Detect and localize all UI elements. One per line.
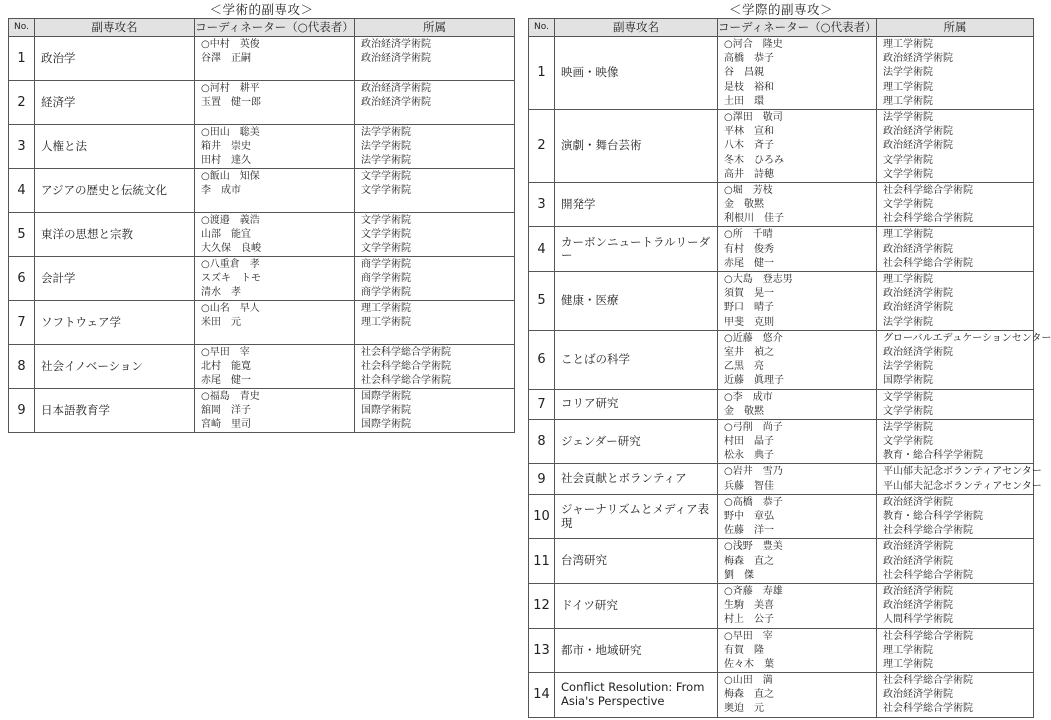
- affiliation-name: 社会科学総合学術院: [883, 213, 973, 225]
- row-number: 3: [529, 182, 555, 227]
- coordinator-name: [201, 330, 354, 344]
- coordinator-name: 土田 環: [724, 95, 764, 107]
- coordinator-name: ○河合 隆史: [724, 39, 783, 50]
- coordinator-name: 高橋 恭子: [724, 53, 774, 65]
- coordinator-list: [195, 169, 355, 213]
- affiliation-list: [877, 330, 1051, 389]
- minor-name: 日本語教育学: [35, 389, 195, 433]
- affiliation-name: 政治経済学術院: [883, 288, 953, 300]
- academic-minor-title: ＜学術的副専攻＞: [209, 2, 314, 17]
- coordinator-name: 近藤 眞理子: [724, 375, 784, 387]
- row-number: 2: [9, 81, 35, 125]
- coordinator-name: ○山名 早人: [201, 303, 260, 314]
- row-number: 7: [529, 389, 555, 419]
- minor-name: アジアの歴史と伝統文化: [35, 169, 195, 213]
- coordinator-name: 冬木 ひろみ: [724, 154, 784, 166]
- affiliation-name: 政治経済学術院: [883, 585, 953, 597]
- minor-name: 台湾研究: [555, 539, 718, 584]
- row-number: 9: [529, 464, 555, 494]
- table-row: [529, 272, 1034, 331]
- coordinator-name: ○浅野 豊美: [724, 541, 783, 553]
- coordinator-name: 米田 元: [201, 317, 241, 328]
- row-number: 6: [9, 257, 35, 301]
- affiliation-name: 国際学術院: [361, 391, 411, 402]
- coordinator-name: 北村 能寛: [201, 361, 251, 372]
- coordinator-list: [195, 389, 355, 433]
- coordinator-name: 山部 能宜: [201, 229, 251, 240]
- header-minor-name: 副専攻名: [35, 19, 195, 37]
- row-number: 3: [9, 125, 35, 169]
- affiliation-list: [355, 81, 515, 125]
- affiliation-name: 人間科学学術院: [883, 614, 953, 626]
- affiliation-name: 法学学術院: [361, 141, 411, 152]
- minor-name: 政治学: [35, 37, 195, 81]
- minor-name: カーボンニュートラルリーダー: [555, 227, 718, 272]
- table-row: [529, 494, 1034, 539]
- minor-name: 演劇・舞台芸術: [555, 109, 718, 182]
- coordinator-list: [718, 330, 877, 389]
- table-row: [9, 389, 515, 433]
- affiliation-list: [355, 169, 515, 213]
- affiliation-list: [877, 583, 1034, 628]
- affiliation-name: 社会科学総合学術院: [361, 347, 451, 358]
- affiliation-name: 社会科学総合学術院: [883, 525, 973, 537]
- affiliation-name: 文学学術院: [883, 405, 933, 417]
- row-number: 12: [529, 583, 555, 628]
- table-row: [529, 389, 1034, 419]
- academic-minor-table: [8, 18, 515, 433]
- header-no: No.: [529, 19, 555, 37]
- affiliation-list: [877, 227, 1034, 272]
- affiliation-name: 理工学術院: [883, 229, 933, 241]
- affiliation-name: 商学学術院: [361, 287, 411, 298]
- coordinator-name: ○高橋 恭子: [724, 496, 783, 508]
- minor-name: 社会貢献とボランティア: [555, 464, 718, 494]
- affiliation-list: [877, 272, 1034, 331]
- coordinator-name: 兵藤 智佳: [724, 480, 774, 492]
- affiliation-name: 社会科学総合学術院: [883, 184, 973, 196]
- row-number: 14: [529, 673, 555, 718]
- row-number: 4: [9, 169, 35, 213]
- minor-name: 経済学: [35, 81, 195, 125]
- coordinator-name: ○福島 青史: [201, 391, 260, 402]
- coordinator-name: ○弓削 尚子: [724, 421, 783, 433]
- affiliation-name: 政治経済学術院: [883, 126, 953, 138]
- affiliation-name: 文学学術院: [361, 215, 411, 226]
- affiliation-name: 政治経済学術院: [883, 555, 953, 567]
- coordinator-name: 李 成市: [201, 185, 241, 196]
- affiliation-name: 文学学術院: [883, 168, 933, 180]
- affiliation-name: 商学学術院: [361, 273, 411, 284]
- affiliation-name: 文学学術院: [883, 199, 933, 211]
- interdisciplinary-minor-table: [528, 18, 1051, 718]
- minor-name: 開発学: [555, 182, 718, 227]
- minor-name: ドイツ研究: [555, 583, 718, 628]
- coordinator-name: [201, 110, 354, 124]
- coordinator-list: [195, 125, 355, 169]
- minor-name: ジャーナリズムとメディア表現: [555, 494, 718, 539]
- header-affiliation: 所属: [355, 19, 515, 37]
- row-number: 2: [529, 109, 555, 182]
- affiliation-name: 社会科学総合学術院: [361, 375, 451, 386]
- affiliation-list: [355, 257, 515, 301]
- table-row: [529, 227, 1034, 272]
- affiliation-list: [355, 213, 515, 257]
- row-number: 6: [529, 330, 555, 389]
- row-number: 10: [529, 494, 555, 539]
- affiliation-name: 文学学術院: [361, 185, 411, 196]
- minor-name: ソフトウェア学: [35, 301, 195, 345]
- affiliation-list: [877, 628, 1034, 673]
- affiliation-name: 理工学術院: [361, 303, 411, 314]
- coordinator-name: ○澤田 敬司: [724, 111, 783, 123]
- affiliation-name: 国際学術院: [883, 375, 933, 387]
- coordinator-name: ○所 千晴: [724, 229, 773, 241]
- affiliation-name: 法学学術院: [883, 111, 933, 123]
- row-number: 5: [529, 272, 555, 331]
- affiliation-name: 社会科学総合学術院: [883, 675, 973, 687]
- coordinator-name: 野口 晴子: [724, 302, 774, 314]
- minor-name: ジェンダー研究: [555, 419, 718, 464]
- affiliation-name: 国際学術院: [361, 419, 411, 430]
- affiliation-name: 法学学術院: [361, 155, 411, 166]
- affiliation-name: 理工学術院: [883, 644, 933, 656]
- affiliation-name: 理工学術院: [883, 274, 933, 285]
- affiliation-name: 社会科学総合学術院: [883, 630, 973, 642]
- affiliation-name: 平山郁夫記念ボランティアセンター: [883, 480, 1042, 492]
- table-row: [529, 673, 1034, 718]
- coordinator-name: 村田 晶子: [724, 436, 774, 448]
- coordinator-name: 須賀 晃一: [724, 288, 774, 300]
- coordinator-name: 高井 詩穂: [724, 168, 774, 180]
- header-coordinator: コーディネーター（○代表者）: [195, 19, 355, 37]
- affiliation-name: 政治経済学術院: [361, 53, 431, 64]
- coordinator-name: ○堀 芳枝: [724, 184, 773, 196]
- coordinator-name: 乙黒 亮: [724, 361, 764, 373]
- coordinator-list: [718, 583, 877, 628]
- interdisciplinary-minor-panel: [528, 2, 1051, 718]
- table-row: [529, 539, 1034, 584]
- affiliation-name: 社会科学総合学術院: [883, 569, 973, 581]
- coordinator-name: 金 敬黙: [724, 405, 764, 417]
- table-row: [9, 37, 515, 81]
- affiliation-name: 教育・総合科学学術院: [883, 511, 983, 522]
- coordinator-name: ○大島 登志男: [724, 274, 793, 285]
- coordinator-list: [718, 227, 877, 272]
- affiliation-name: 法学学術院: [883, 421, 933, 433]
- affiliation-name: 政治経済学術院: [361, 83, 431, 94]
- coordinator-name: 八木 斉子: [724, 140, 774, 152]
- minor-name: 映画・映像: [555, 37, 718, 110]
- affiliation-list: [877, 109, 1034, 182]
- coordinator-list: [195, 37, 355, 81]
- coordinator-name: 佐々木 葉: [724, 658, 774, 670]
- affiliation-name: 政治経済学術院: [883, 346, 953, 358]
- coordinator-name: [201, 66, 354, 80]
- affiliation-list: [877, 37, 1034, 110]
- affiliation-name: 政治経済学術院: [883, 689, 953, 701]
- coordinator-name: 有賀 隆: [724, 644, 764, 656]
- table-header-row: [529, 19, 1034, 37]
- coordinator-name: 清水 孝: [201, 287, 241, 298]
- coordinator-name: 佐藤 洋一: [724, 525, 774, 537]
- row-number: 8: [529, 419, 555, 464]
- table-row: [529, 182, 1034, 227]
- coordinator-name: ○早田 宰: [724, 630, 773, 642]
- coordinator-name: ○早田 宰: [201, 347, 250, 358]
- affiliation-list: [355, 389, 515, 433]
- coordinator-name: 野中 章弘: [724, 511, 774, 522]
- affiliation-name: 理工学術院: [883, 95, 933, 107]
- affiliation-list: [355, 125, 515, 169]
- table-row: [9, 301, 515, 345]
- affiliation-list: [877, 182, 1034, 227]
- coordinator-name: 金 敬黙: [724, 199, 764, 211]
- affiliation-name: 文学学術院: [361, 243, 411, 254]
- coordinator-list: [718, 494, 877, 539]
- table-row: [529, 628, 1034, 673]
- coordinator-name: スズキ トモ: [201, 273, 261, 284]
- coordinator-name: 梅森 直之: [724, 689, 774, 701]
- affiliation-name: 法学学術院: [883, 67, 933, 79]
- affiliation-name: [361, 330, 514, 344]
- affiliation-name: 文学学術院: [361, 171, 411, 182]
- affiliation-list: [877, 539, 1034, 584]
- coordinator-name: 箱井 崇史: [201, 141, 251, 152]
- coordinator-list: [195, 81, 355, 125]
- coordinator-name: 奥迫 元: [724, 703, 764, 715]
- affiliation-name: 政治経済学術院: [361, 97, 431, 108]
- coordinator-name: 有村 俊秀: [724, 243, 774, 255]
- coordinator-name: 生駒 美喜: [724, 600, 774, 612]
- interdisciplinary-minor-title: ＜学際的副専攻＞: [728, 2, 833, 17]
- coordinator-name: ○李 成市: [724, 391, 773, 403]
- table-row: [529, 37, 1034, 110]
- coordinator-name: 村上 公子: [724, 614, 774, 626]
- affiliation-name: 平山郁夫記念ボランティアセンター: [883, 466, 1042, 478]
- affiliation-name: 理工学術院: [361, 317, 411, 328]
- table-row: [9, 169, 515, 213]
- coordinator-list: [195, 345, 355, 389]
- coordinator-name: ○河村 耕平: [201, 83, 260, 94]
- table-row: [9, 81, 515, 125]
- coordinator-list: [195, 301, 355, 345]
- coordinator-name: ○近藤 悠介: [724, 332, 783, 344]
- affiliation-name: 政治経済学術院: [883, 243, 953, 255]
- affiliation-name: 法学学術院: [883, 316, 933, 328]
- affiliation-name: 政治経済学術院: [361, 39, 431, 50]
- coordinator-name: ○岩井 雪乃: [724, 466, 783, 478]
- minor-name: 健康・医療: [555, 272, 718, 331]
- coordinator-name: 室井 禎之: [724, 346, 774, 358]
- coordinator-list: [718, 464, 877, 494]
- affiliation-name: [361, 110, 514, 124]
- affiliation-list: [877, 464, 1042, 494]
- table-row: [9, 125, 515, 169]
- coordinator-name: 谷澤 正嗣: [201, 53, 251, 64]
- affiliation-list: [355, 301, 515, 345]
- affiliation-name: 文学学術院: [883, 436, 933, 448]
- affiliation-name: [361, 198, 514, 212]
- affiliation-name: 政治経済学術院: [883, 496, 953, 508]
- coordinator-name: 舘岡 洋子: [201, 405, 251, 416]
- academic-minor-panel: [8, 2, 515, 433]
- affiliation-name: 政治経済学術院: [883, 600, 953, 612]
- table-row: [529, 583, 1034, 628]
- affiliation-name: 文学学術院: [883, 391, 933, 403]
- coordinator-name: 梅森 直之: [724, 555, 774, 567]
- coordinator-list: [718, 109, 877, 182]
- row-number: 7: [9, 301, 35, 345]
- affiliation-list: [355, 345, 515, 389]
- minor-name: ことばの科学: [555, 330, 718, 389]
- table-row: [529, 464, 1034, 494]
- table-row: [529, 109, 1034, 182]
- coordinator-name: 松永 典子: [724, 450, 774, 462]
- affiliation-name: 理工学術院: [883, 81, 933, 93]
- row-number: 1: [9, 37, 35, 81]
- coordinator-name: 宮崎 里司: [201, 419, 251, 430]
- minor-name: 東洋の思想と宗教: [35, 213, 195, 257]
- row-number: 13: [529, 628, 555, 673]
- coordinator-name: 玉置 健一郎: [201, 97, 261, 108]
- coordinator-list: [718, 182, 877, 227]
- coordinator-name: 利根川 佳子: [724, 213, 784, 225]
- coordinator-name: ○八重倉 孝: [201, 259, 260, 270]
- minor-name: コリア研究: [555, 389, 718, 419]
- coordinator-list: [718, 419, 877, 464]
- affiliation-list: [877, 419, 1034, 464]
- minor-name: Conflict Resolution: From Asia's Perspective: [555, 673, 718, 718]
- header-affiliation: 所属: [877, 19, 1034, 37]
- affiliation-name: 政治経済学術院: [883, 302, 953, 314]
- table-row: [9, 257, 515, 301]
- affiliation-name: 法学学術院: [883, 361, 933, 373]
- coordinator-name: 赤尾 健一: [724, 257, 774, 269]
- header-minor-name: 副専攻名: [555, 19, 718, 37]
- coordinator-list: [195, 257, 355, 301]
- affiliation-list: [877, 673, 1034, 718]
- coordinator-name: ○渡邉 義浩: [201, 215, 260, 226]
- affiliation-name: 教育・総合科学学術院: [883, 450, 983, 462]
- affiliation-name: 社会科学総合学術院: [883, 703, 973, 715]
- table-row: [9, 213, 515, 257]
- coordinator-list: [718, 539, 877, 584]
- affiliation-name: 政治経済学術院: [883, 53, 953, 65]
- affiliation-name: 政治経済学術院: [883, 541, 953, 553]
- coordinator-name: 平林 宣和: [724, 126, 774, 138]
- coordinator-list: [195, 213, 355, 257]
- coordinator-list: [718, 37, 877, 110]
- coordinator-name: 甲斐 克則: [724, 316, 774, 328]
- table-row: [9, 345, 515, 389]
- coordinator-name: ○田山 聡美: [201, 127, 260, 138]
- coordinator-list: [718, 628, 877, 673]
- coordinator-name: 赤尾 健一: [201, 375, 251, 386]
- coordinator-name: 田村 達久: [201, 155, 251, 166]
- affiliation-name: 理工学術院: [883, 39, 933, 50]
- minor-name: 都市・地域研究: [555, 628, 718, 673]
- row-number: 8: [9, 345, 35, 389]
- coordinator-name: 是枝 裕和: [724, 81, 774, 93]
- coordinator-name: ○斉藤 寿雄: [724, 585, 783, 597]
- table-row: [529, 330, 1034, 389]
- affiliation-name: 法学学術院: [361, 127, 411, 138]
- affiliation-name: グローバルエデュケーションセンター: [883, 332, 1051, 344]
- coordinator-list: [718, 389, 877, 419]
- affiliation-list: [355, 37, 515, 81]
- row-number: 1: [529, 37, 555, 110]
- row-number: 11: [529, 539, 555, 584]
- row-number: 9: [9, 389, 35, 433]
- affiliation-name: 社会科学総合学術院: [883, 257, 973, 269]
- row-number: 5: [9, 213, 35, 257]
- coordinator-name: 大久保 良峻: [201, 243, 261, 254]
- minor-name: 会計学: [35, 257, 195, 301]
- affiliation-name: [361, 66, 514, 80]
- coordinator-list: [718, 272, 877, 331]
- affiliation-name: 商学学術院: [361, 259, 411, 270]
- affiliation-name: 政治経済学術院: [883, 140, 953, 152]
- header-no: No.: [9, 19, 35, 37]
- affiliation-name: 社会科学総合学術院: [361, 361, 451, 372]
- affiliation-name: 文学学術院: [883, 154, 933, 166]
- affiliation-name: 文学学術院: [361, 229, 411, 240]
- coordinator-name: ○中村 英俊: [201, 39, 260, 50]
- table-header-row: [9, 19, 515, 37]
- table-row: [529, 419, 1034, 464]
- affiliation-name: 理工学術院: [883, 658, 933, 670]
- affiliation-list: [877, 389, 1034, 419]
- coordinator-name: 谷 昌親: [724, 67, 764, 79]
- coordinator-name: [201, 198, 354, 212]
- coordinator-name: ○山田 満: [724, 675, 773, 687]
- affiliation-name: 国際学術院: [361, 405, 411, 416]
- coordinator-name: ○飯山 知保: [201, 171, 260, 182]
- minor-name: 人権と法: [35, 125, 195, 169]
- affiliation-list: [877, 494, 1034, 539]
- header-coordinator: コーディネーター（○代表者）: [718, 19, 877, 37]
- coordinator-list: [718, 673, 877, 718]
- row-number: 4: [529, 227, 555, 272]
- minor-name: 社会イノベーション: [35, 345, 195, 389]
- coordinator-name: 劉 傑: [724, 569, 754, 581]
